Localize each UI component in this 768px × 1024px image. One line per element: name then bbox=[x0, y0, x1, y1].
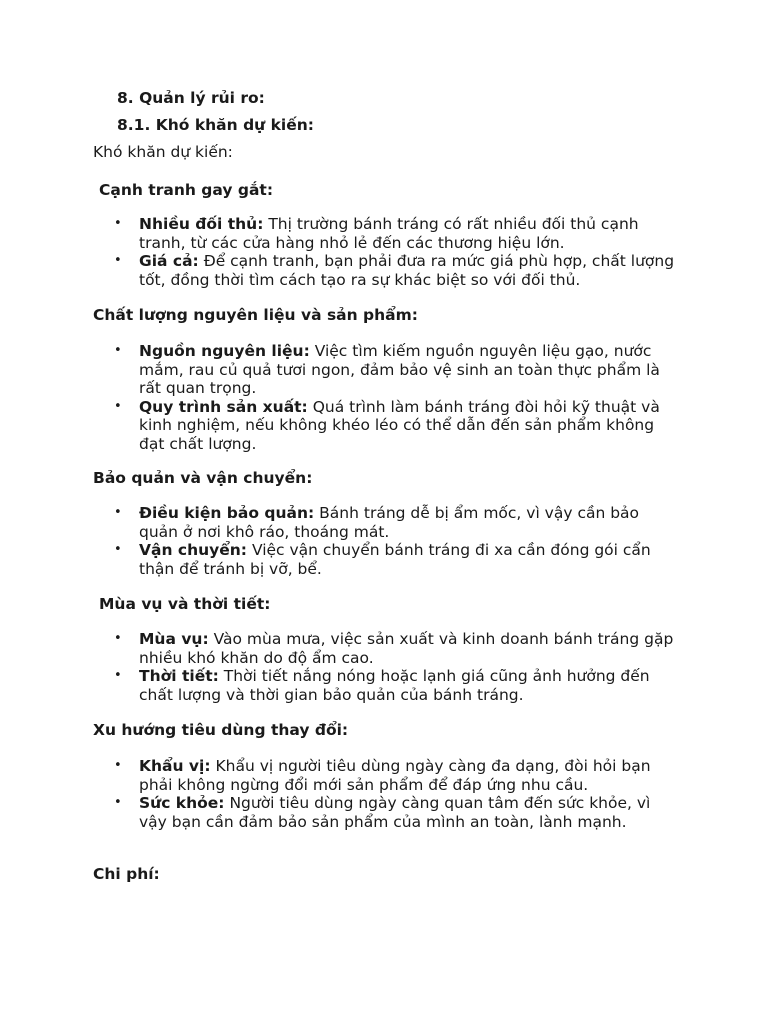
item-text: Bánh tráng dễ bị ẩm mốc, vì vậy cần bảo quản ở nơi khô ráo, thoáng mát. bbox=[139, 504, 640, 541]
item-term: Thời tiết: bbox=[139, 667, 219, 685]
group-title-storage: Bảo quản và vận chuyển: bbox=[93, 469, 313, 487]
subsection-title: 8.1. Khó khăn dự kiến: bbox=[117, 116, 314, 134]
item-term: Nhiều đối thủ: bbox=[139, 215, 264, 233]
item-text: Thị trường bánh tráng có rất nhiều đối thủ cạnh tranh, từ các cửa hàng nhỏ lẻ đến các thương hiệu lớn. bbox=[139, 215, 639, 252]
list-item bbox=[139, 757, 679, 794]
list-item bbox=[139, 215, 679, 252]
bullet-list-trends bbox=[139, 757, 679, 831]
list-item bbox=[139, 667, 679, 704]
item-term: Vận chuyển: bbox=[139, 541, 247, 559]
item-text: Quá trình làm bánh tráng đòi hỏi kỹ thuật và kinh nghiệm, nếu không khéo léo có thể dẫn đến sản phẩm không đạt chất lượng. bbox=[139, 397, 660, 453]
list-item bbox=[139, 630, 679, 667]
list-item bbox=[139, 398, 679, 454]
item-text: Để cạnh tranh, bạn phải đưa ra mức giá phù hợp, chất lượng tốt, đồng thời tìm cách tạo ra sự khác biệt so với đối thủ. bbox=[139, 252, 675, 289]
intro-text: Khó khăn dự kiến: bbox=[93, 143, 233, 161]
item-text: Khẩu vị người tiêu dùng ngày càng đa dạng, đòi hỏi bạn phải không ngừng đổi mới sản phẩm để đáp ứng nhu cầu. bbox=[139, 757, 651, 794]
list-item bbox=[139, 794, 679, 831]
list-item bbox=[139, 252, 679, 289]
item-term: Khẩu vị: bbox=[139, 757, 211, 775]
bullet-list-season bbox=[139, 630, 679, 704]
item-text: Thời tiết nắng nóng hoặc lạnh giá cũng ảnh hưởng đến chất lượng và thời gian bảo quản của bánh tráng. bbox=[139, 667, 650, 704]
group-title-costs: Chi phí: bbox=[93, 865, 160, 883]
group-title-season: Mùa vụ và thời tiết: bbox=[99, 595, 271, 613]
item-text: Việc tìm kiếm nguồn nguyên liệu gạo, nước mắm, rau củ quả tươi ngon, đảm bảo vệ sinh an toàn thực phẩm là rất quan trọng. bbox=[139, 342, 660, 397]
item-term: Sức khỏe: bbox=[139, 794, 225, 812]
group-title-competition: Cạnh tranh gay gắt: bbox=[99, 181, 274, 199]
item-term: Giá cả: bbox=[139, 252, 199, 270]
bullet-list-storage bbox=[139, 504, 679, 578]
item-term: Điều kiện bảo quản: bbox=[139, 504, 315, 522]
list-item bbox=[139, 504, 679, 541]
item-term: Quy trình sản xuất: bbox=[139, 397, 308, 416]
bullet-list-quality bbox=[139, 342, 679, 453]
group-title-trends: Xu hướng tiêu dùng thay đổi: bbox=[93, 721, 349, 739]
item-text: Vào mùa mưa, việc sản xuất và kinh doanh bánh tráng gặp nhiều khó khăn do độ ẩm cao. bbox=[139, 630, 674, 667]
item-text: Người tiêu dùng ngày càng quan tâm đến sức khỏe, vì vậy bạn cần đảm bảo sản phẩm của mình an toàn, lành mạnh. bbox=[139, 794, 651, 831]
bullet-list-competition bbox=[139, 215, 679, 289]
section-title: 8. Quản lý rủi ro: bbox=[117, 89, 265, 107]
list-item bbox=[139, 342, 679, 398]
item-text: Việc vận chuyển bánh tráng đi xa cần đóng gói cẩn thận để tránh bị vỡ, bể. bbox=[139, 541, 651, 578]
item-term: Mùa vụ: bbox=[139, 630, 209, 648]
item-term: Nguồn nguyên liệu: bbox=[139, 342, 310, 360]
group-title-quality: Chất lượng nguyên liệu và sản phẩm: bbox=[93, 306, 418, 324]
list-item bbox=[139, 541, 679, 578]
